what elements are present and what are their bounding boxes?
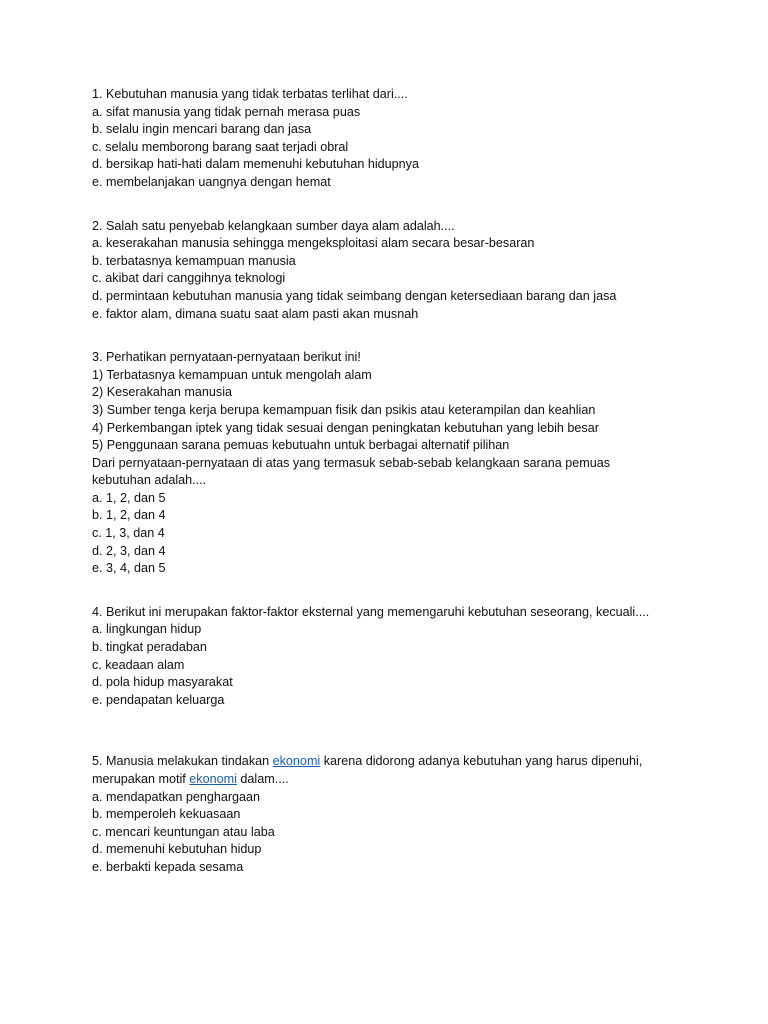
- answer-option: b. selalu ingin mencari barang dan jasa: [92, 122, 312, 137]
- statement-item: 5) Penggunaan sarana pemuas kebutuahn untuk berbagai alternatif pilihan: [92, 438, 510, 453]
- question-block-2: [92, 218, 732, 324]
- answer-option: e. pendapatan keluarga: [92, 692, 225, 707]
- question-text: [92, 771, 732, 789]
- ekonomi-link[interactable]: ekonomi: [272, 754, 321, 769]
- question-block-1: [92, 86, 732, 192]
- statement-item: 4) Perkembangan iptek yang tidak sesuai dengan peningkatan kebutuhan yang lebih besar: [92, 420, 599, 435]
- ekonomi-link[interactable]: ekonomi: [189, 772, 237, 786]
- answer-option: b. 1, 2, dan 4: [92, 508, 166, 523]
- answer-option: c. selalu memborong barang saat terjadi obral: [92, 139, 349, 154]
- question-text-segment: dalam....: [236, 772, 289, 786]
- answer-option: a. 1, 2, dan 5: [92, 490, 166, 505]
- answer-option: d. permintaan kebutuhan manusia yang tidak seimbang dengan ketersediaan barang dan jasa: [92, 288, 617, 303]
- statement-item: 2) Keserakahan manusia: [92, 385, 233, 400]
- question-text-segment: 5. Manusia melakukan tindakan: [92, 754, 273, 769]
- answer-option: c. keadaan alam: [92, 657, 185, 672]
- question-prompt: kebutuhan adalah....: [92, 473, 207, 488]
- question-text-segment: karena didorong adanya kebutuhan yang harus dipenuhi,: [320, 754, 643, 769]
- answer-option: a. mendapatkan penghargaan: [92, 789, 261, 804]
- answer-option: c. mencari keuntungan atau laba: [92, 824, 275, 839]
- answer-option: e. faktor alam, dimana suatu saat alam pasti akan musnah: [92, 306, 419, 321]
- statement-item: 1) Terbatasnya kemampuan untuk mengolah alam: [92, 367, 372, 382]
- answer-option: e. 3, 4, dan 5: [92, 561, 166, 576]
- statement-item: 3) Sumber tenga kerja berupa kemampuan fisik dan psikis atau keterampilan dan keahlian: [92, 402, 596, 417]
- answer-option: d. pola hidup masyarakat: [92, 675, 233, 690]
- question-block-5: [92, 753, 732, 876]
- question-text: [92, 753, 732, 771]
- answer-option: a. keserakahan manusia sehingga mengeksploitasi alam secara besar-besaran: [92, 236, 535, 251]
- answer-option: e. berbakti kepada sesama: [92, 859, 244, 874]
- answer-option: a. lingkungan hidup: [92, 622, 202, 637]
- question-text: 3. Perhatikan pernyataan-pernyataan berikut ini!: [92, 350, 361, 365]
- answer-option: d. bersikap hati-hati dalam memenuhi kebutuhan hidupnya: [92, 157, 419, 172]
- answer-option: d. memenuhi kebutuhan hidup: [92, 842, 262, 857]
- question-prompt: Dari pernyataan-pernyataan di atas yang termasuk sebab-sebab kelangkaan sarana pemuas: [92, 455, 611, 470]
- answer-option: b. memperoleh kekuasaan: [92, 807, 241, 822]
- question-text-segment: merupakan motif: [92, 772, 190, 786]
- question-block-4: [92, 604, 732, 710]
- document-page: [92, 86, 732, 877]
- answer-option: b. terbatasnya kemampuan manusia: [92, 253, 296, 268]
- answer-option: a. sifat manusia yang tidak pernah merasa puas: [92, 104, 361, 119]
- question-block-3: [92, 349, 732, 578]
- answer-option: e. membelanjakan uangnya dengan hemat: [92, 174, 331, 189]
- answer-option: c. 1, 3, dan 4: [92, 526, 165, 541]
- question-text: 2. Salah satu penyebab kelangkaan sumber daya alam adalah....: [92, 218, 455, 233]
- question-text: 4. Berikut ini merupakan faktor-faktor eksternal yang memengaruhi kebutuhan seseorang, kecuali....: [92, 604, 650, 619]
- answer-option: c. akibat dari canggihnya teknologi: [92, 271, 286, 286]
- answer-option: d. 2, 3, dan 4: [92, 543, 166, 558]
- question-text: 1. Kebutuhan manusia yang tidak terbatas terlihat dari....: [92, 87, 408, 101]
- answer-option: b. tingkat peradaban: [92, 640, 207, 655]
